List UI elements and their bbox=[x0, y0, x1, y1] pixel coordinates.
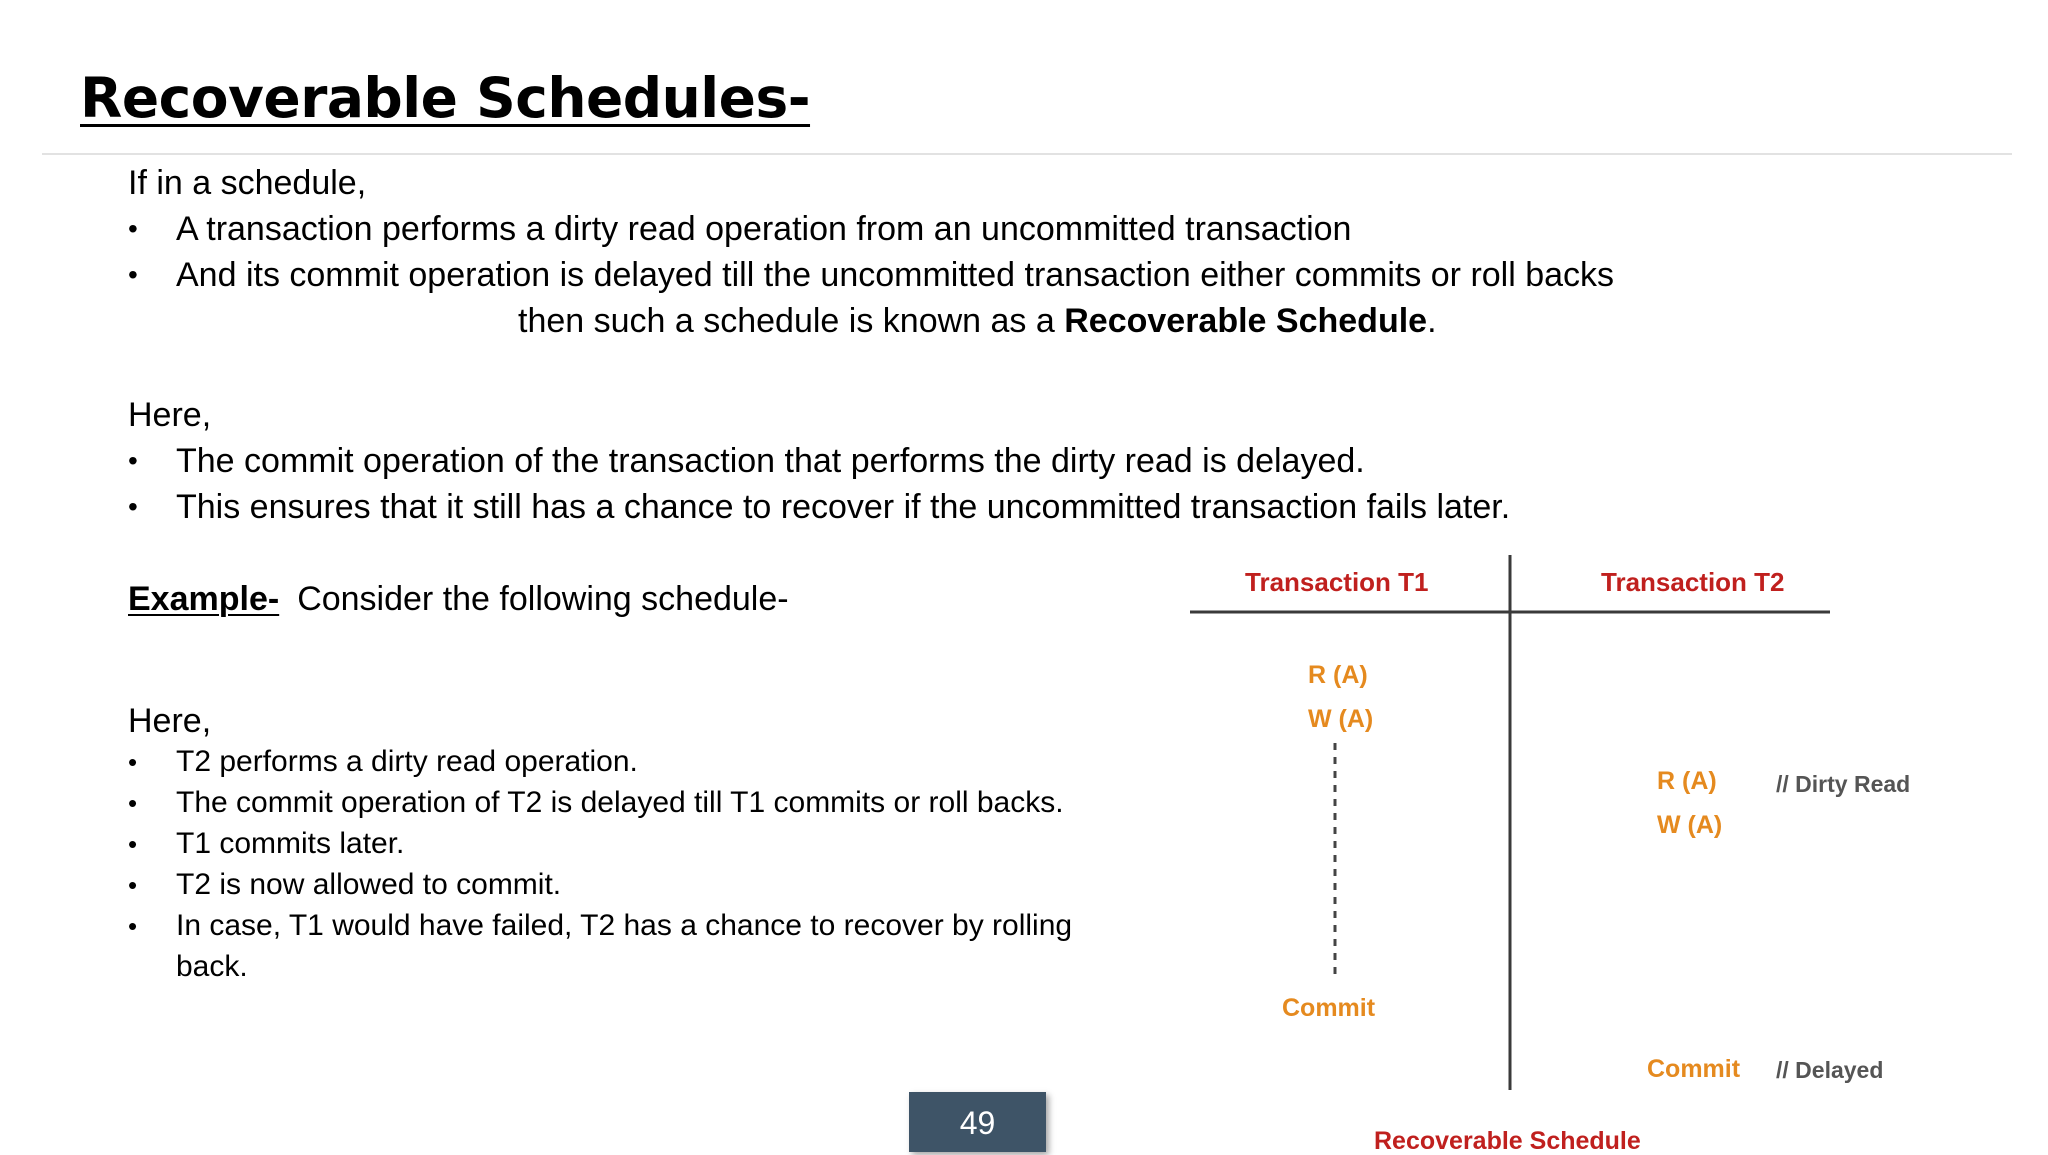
notes-bullet-3: T1 commits later. bbox=[176, 827, 405, 860]
schedule-diagram-lines bbox=[1175, 545, 2045, 1155]
definition-bullet-1: A transaction performs a dirty read operation from an uncommitted transaction bbox=[176, 210, 1352, 248]
bullet-marker: • bbox=[128, 213, 138, 244]
notes-bullet-2: The commit operation of T2 is delayed till T1 commits or roll backs. bbox=[176, 786, 1064, 819]
bullet-marker: • bbox=[128, 445, 138, 476]
example-text: Consider the following schedule- bbox=[297, 580, 789, 618]
notes-bullet-4: T2 is now allowed to commit. bbox=[176, 868, 562, 901]
t2-read-op: R (A) bbox=[1657, 767, 1717, 795]
notes-bullet-5: In case, T1 would have failed, T2 has a chance to recover by rolling bbox=[176, 909, 1073, 942]
t2-commit: Commit bbox=[1647, 1055, 1741, 1083]
notes-intro: Here, bbox=[128, 702, 212, 740]
conclusion-term: Recoverable Schedule bbox=[1064, 302, 1428, 340]
example-line bbox=[128, 576, 789, 622]
conclusion-prefix: then such a schedule is known as a bbox=[518, 302, 1065, 340]
explanation-bullet-2: This ensures that it still has a chance to recover if the uncommitted transaction fails later. bbox=[176, 488, 1511, 526]
bullet-marker: • bbox=[128, 259, 138, 290]
notes-bullet-5-continued: back. bbox=[176, 950, 248, 983]
header-transaction-t2: Transaction T2 bbox=[1601, 567, 1785, 597]
bullet-marker: • bbox=[128, 491, 138, 522]
explanation-bullet-1: The commit operation of the transaction that performs the dirty read is delayed. bbox=[176, 442, 1365, 480]
t1-write-op: W (A) bbox=[1308, 705, 1374, 733]
notes-bullet-1: T2 performs a dirty read operation. bbox=[176, 745, 638, 778]
dirty-read-comment: // Dirty Read bbox=[1776, 771, 1911, 797]
bullet-marker: • bbox=[128, 870, 138, 900]
explanation-intro: Here, bbox=[128, 396, 212, 434]
definition-intro: If in a schedule, bbox=[128, 164, 367, 202]
schedule-diagram bbox=[1175, 545, 2045, 1155]
bullet-marker: • bbox=[128, 911, 138, 941]
conclusion-suffix: . bbox=[1427, 302, 1437, 340]
t1-commit: Commit bbox=[1282, 994, 1376, 1022]
bullet-marker: • bbox=[128, 829, 138, 859]
definition-conclusion bbox=[518, 298, 1437, 344]
definition-bullet-2: And its commit operation is delayed till the uncommitted transaction either commits or roll backs bbox=[176, 256, 1615, 294]
delayed-comment: // Delayed bbox=[1776, 1057, 1884, 1083]
t2-write-op: W (A) bbox=[1657, 811, 1723, 839]
slide-title: Recoverable Schedules- bbox=[80, 66, 811, 130]
page-number-badge: 49 bbox=[909, 1092, 1046, 1152]
title-divider bbox=[42, 153, 2012, 155]
diagram-caption: Recoverable Schedule bbox=[1374, 1127, 1641, 1155]
header-transaction-t1: Transaction T1 bbox=[1245, 567, 1429, 597]
example-label: Example- bbox=[128, 580, 280, 618]
bullet-marker: • bbox=[128, 747, 138, 777]
bullet-marker: • bbox=[128, 788, 138, 818]
t1-read-op: R (A) bbox=[1308, 661, 1368, 689]
